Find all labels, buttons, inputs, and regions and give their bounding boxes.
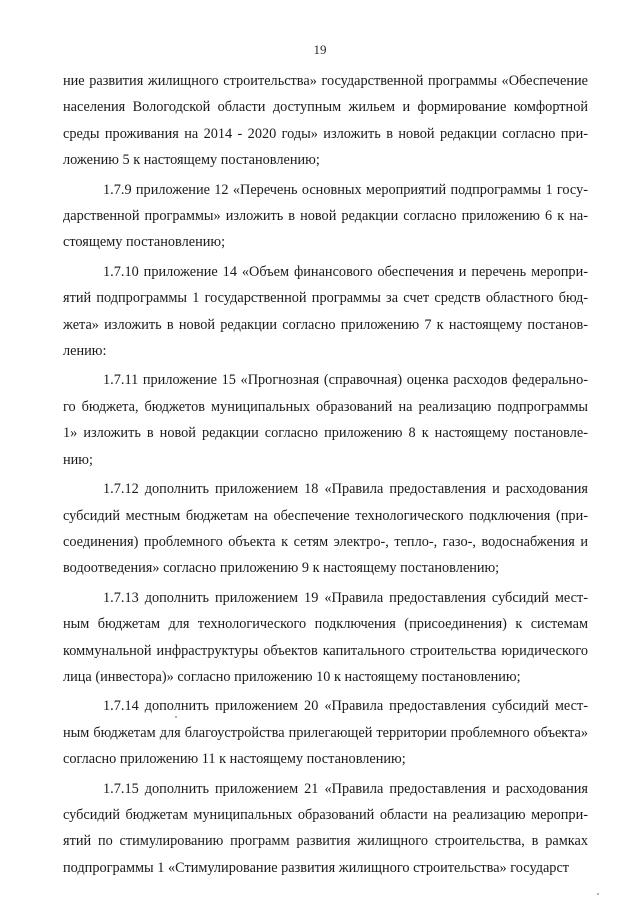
paragraph-continuation: ние развития жилищного строительства» государственной программы «Обеспечение населения Вологодской области доступным жильем и формирование комфортной среды проживания на 2014 - 2020 годы» изложить в новой редакции согласно приложению 5 к настоящему постановлению; — [63, 73, 588, 169]
paragraph-1-7-10: 1.7.10 приложение 14 «Объем финансового обеспечения и перечень мероприятий подпрограммы 1 государственной программы за счет средств областного бюджета» изложить в новой редакции согласно приложению 7 к настоящему постановлению: — [63, 263, 588, 360]
page-number: 19 — [313, 42, 327, 57]
document-body — [63, 68, 588, 881]
scan-speck — [597, 893, 599, 895]
paragraph-1-7-15: 1.7.15 дополнить приложением 21 «Правила предоставления и расходования субсидий бюджетам муниципальных образований области на реализацию мероприятий по стимулированию программ развития жилищного строительства, в рамках подпрограммы 1 «Стимулирование развития жилищного строительства» государст — [63, 780, 588, 876]
scan-speck — [175, 716, 177, 718]
paragraph-1-7-11: 1.7.11 приложение 15 «Прогнозная (справочная) оценка расходов федерального бюджета, бюджетов муниципальных образований на реализацию подпрограммы 1» изложить в новой редакции согласно приложению 8 к настоящему постановлению; — [63, 372, 588, 468]
paragraph-1-7-13: 1.7.13 дополнить приложением 19 «Правила предоставления субсидий местным бюджетам для технологического подключения (присоединения) к системам коммунальной инфраструктуры объектов капитального строительства юридического лица (инвестора)» согласно приложению 10 к настоящему постановлению; — [63, 589, 588, 685]
paragraph-1-7-9: 1.7.9 приложение 12 «Перечень основных мероприятий подпрограммы 1 государственной программы» изложить в новой редакции согласно приложению 6 к настоящему постановлению; — [63, 181, 588, 251]
paragraph-1-7-12: 1.7.12 дополнить приложением 18 «Правила предоставления и расходования субсидий местным бюджетам на обеспечение технологического подключения (присоединения) проблемного объекта к сетям электро-, тепло-, газо-, водоснабжения и водоотведения» согласно приложению 9 к настоящему постановлению; — [63, 481, 588, 577]
paragraph-1-7-14: 1.7.14 дополнить приложением 20 «Правила предоставления субсидий местным бюджетам для благоустройства прилегающей территории проблемного объекта» согласно приложению 11 к настоящему постановлению; — [63, 698, 588, 768]
